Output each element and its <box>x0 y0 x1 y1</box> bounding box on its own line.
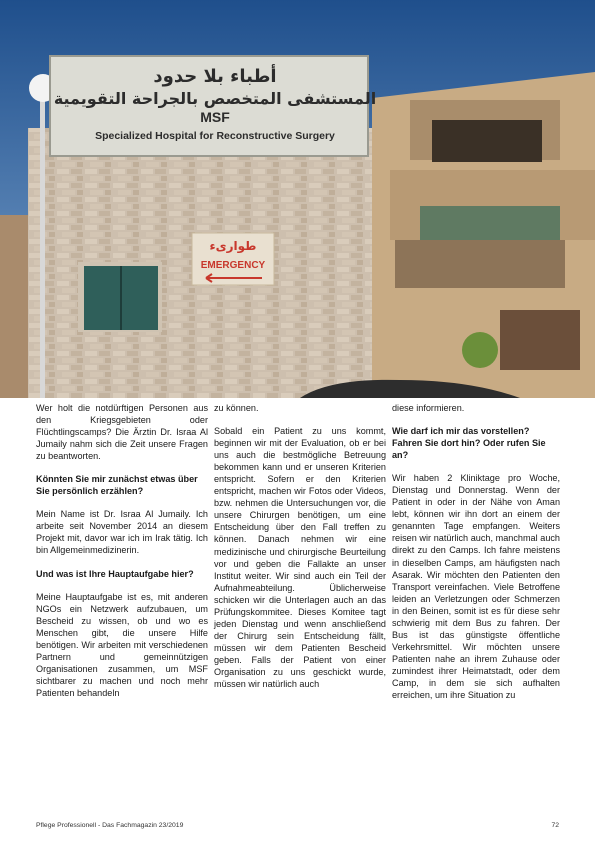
article-column-3 <box>392 402 560 712</box>
paragraph: Mein Name ist Dr. Israa Al Jumaily. Ich arbeite seit November 2014 an diesem Projekt mit, davor war ich im Irak tätig. Ich bin Allgemeinmedizinerin. <box>36 509 208 556</box>
balcony-window <box>432 120 542 162</box>
sign-arabic-2: المستشفى المتخصص بالجراحة التقويمية <box>53 89 377 108</box>
emergency-label: EMERGENCY <box>200 260 266 271</box>
footer-publication: Pflege Professionell - Das Fachmagazin 23/2019 <box>36 822 184 829</box>
emergency-arabic: طوارىء <box>209 239 257 253</box>
question-heading: Wie darf ich mir das vorstellen? Fahren Sie dort hin? Oder rufen Sie an? <box>392 426 546 461</box>
sign-arabic-1: أطباء بلا حدود <box>153 66 277 87</box>
paragraph: Wir haben 2 Kliniktage pro Woche, Dienstag und Donnerstag. Wenn der Patient in oder in der Nähe von Aman lebt, können wir ihn dort an einem der genannten Tage empfangen. Weiters reisen wir natürlich auch, manchmal auch direkt zu den Camps. Ich fahre meistens in dieselben Camps, am häufigsten nach Asarak. Wir möchten den Patienten den Transport vereinfachen. Viele Betroffene leiden an Verletzungen oder Schmerzen in den Beinen, somit ist es für diese sehr schwierig mit dem Bus zu fahren. Der Bus ist das günstigste öffentliche Verkehrsmittel. Wir möchten unsere Patienten nahe an ihrem Zuhause oder zumindest ihrer Heimatstadt, oder dem Camp, in dem sie sich aufhalten erreichen, um ihre Situation zu <box>392 473 560 701</box>
question-heading: Könnten Sie mir zunächst etwas über Sie persönlich erzählen? <box>36 474 198 497</box>
paragraph: Wer holt die notdürftigen Personen aus den Kriegsgebieten oder Flüchtlingscamps? Die Ärztin Dr. Israa Al Jumaily nahm sich die Zeit unsere Fragen zu beantworten. <box>36 403 208 462</box>
paragraph: Meine Hauptaufgabe ist es, mit anderen NGOs ein Netzwerk aufzubauen, um Bescheid zu wissen, ob und wo es Menschen gibt, die unsere Hilfe benötigen. Wir arbeiten mit verschiedenen Partnern und gemeinnützigen Organisationen zusammen, um MSF sichtbarer zu machen und noch mehr Patienten behandeln <box>36 591 208 698</box>
lamp-post <box>40 96 45 398</box>
paragraph: Sobald ein Patient zu uns kommt, beginnen wir mit der Evaluation, ob er bei uns auch die bestmögliche Betreuung bekommen kann und er unseren Kriterien entspricht. Sofern er den Kriterien entspricht, machen wir Fotos oder Videos, bzw. nehmen die Untersuchungen vor, die unsere Chirurgen benötigen, um eine Entscheidung über den Fall treffen zu können. Danach nehmen wir eine medizinische und chirurgische Beurteilung vor und geben die Fallakte an unser Institut weiter. Wir sind auch ein Teil der Aufnahmeabteilung. Üblicherweise schicken wir die Unterlagen auch an das Prüfungskommitee. Dieses Komitee tagt jeden Dienstag und wenn anschließend der Chirurg sein Entscheidung fällt, müssen wir dem Patienten Bescheid geben. Falls der Patient von einer Organisation zu uns geschickt wurde, müssen wir natürlich auch <box>214 426 386 690</box>
hospital-photo <box>0 0 595 398</box>
question-heading: Und was ist Ihre Hauptaufgabe hier? <box>36 568 194 579</box>
article-column-1 <box>36 402 208 710</box>
article-column-2 <box>214 402 386 701</box>
grille <box>500 310 580 370</box>
sign-org: MSF <box>200 109 230 125</box>
tree <box>462 332 498 368</box>
paragraph: diese informieren. <box>392 403 465 413</box>
page-number: 72 <box>551 822 559 829</box>
sign-english: Specialized Hospital for Reconstructive Surgery <box>95 130 335 142</box>
distant-building <box>0 215 30 398</box>
hospital-photo-svg <box>0 0 595 398</box>
paragraph: zu können. <box>214 403 259 413</box>
